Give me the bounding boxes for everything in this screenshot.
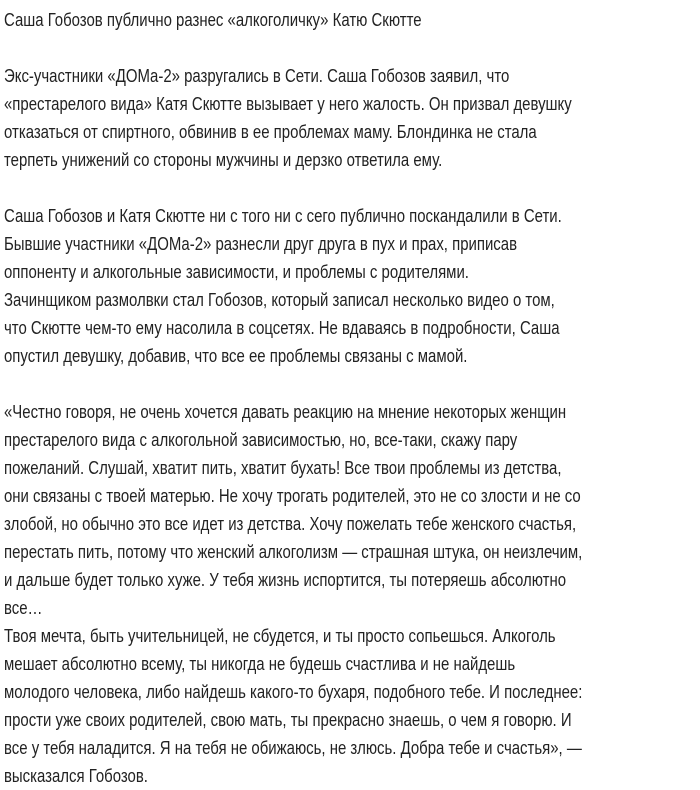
paragraph-spacer — [4, 34, 700, 62]
paragraph-line: оппоненту и алкогольные зависимости, и проблемы с родителями. — [4, 262, 469, 282]
paragraph-line: что Скютте чем-то ему насолила в соцсетях. Не вдаваясь в подробности, Саша — [4, 318, 560, 338]
paragraph-line: прости уже своих родителей, свою мать, ты прекрасно знаешь, о чем я говорю. И — [4, 710, 572, 730]
paragraph-line: злобой, но обычно это все идет из детства. Хочу пожелать тебе женского счастья, — [4, 514, 577, 534]
paragraph-line: и дальше будет только хуже. У тебя жизнь испортится, ты потеряешь абсолютно — [4, 570, 567, 590]
paragraph-line: отказаться от спиртного, обвинив в ее проблемах маму. Блондинка не стала — [4, 122, 537, 142]
paragraph-line: они связаны с твоей матерью. Не хочу трогать родителей, это не со злости и не со — [4, 486, 581, 506]
article — [4, 6, 700, 790]
paragraph-line: «престарелого вида» Катя Скютте вызывает у него жалость. Он призвал девушку — [4, 94, 572, 114]
paragraph-line: Саша Гобозов и Катя Скютте ни с того ни с сего публично поскандалили в Сети. — [4, 206, 562, 226]
paragraph-line: молодого человека, либо найдешь какого-то бухаря, подобного тебе. И последнее: — [4, 682, 583, 702]
article-body — [4, 34, 700, 790]
paragraph-line: престарелого вида с алкогольной зависимостью, но, все-таки, скажу пару — [4, 430, 518, 450]
paragraph-spacer — [4, 370, 700, 398]
paragraph-line: перестать пить, потому что женский алкоголизм — страшная штука, он неизлечим, — [4, 542, 583, 562]
paragraph — [4, 202, 700, 370]
paragraph-line: Экс-участники «ДОМа-2» разругались в Сети. Саша Гобозов заявил, что — [4, 66, 510, 86]
paragraph — [4, 62, 700, 174]
paragraph-line: все… — [4, 598, 43, 618]
paragraph-line: терпеть унижений со стороны мужчины и дерзко ответила ему. — [4, 150, 443, 170]
paragraph-line: все у тебя наладится. Я на тебя не обижаюсь, не злюсь. Добра тебе и счастья», — — [4, 738, 582, 758]
paragraph-line: пожеланий. Слушай, хватит пить, хватит бухать! Все твои проблемы из детства, — [4, 458, 562, 478]
paragraph — [4, 398, 700, 790]
paragraph-spacer — [4, 174, 700, 202]
paragraph-line: Твоя мечта, быть учительницей, не сбудется, и ты просто сопьешься. Алкоголь — [4, 626, 556, 646]
paragraph-line: высказался Гобозов. — [4, 766, 148, 786]
paragraph-line: мешает абсолютно всему, ты никогда не будешь счастлива и не найдешь — [4, 654, 516, 674]
paragraph-line: «Честно говоря, не очень хочется давать реакцию на мнение некоторых женщин — [4, 402, 567, 422]
paragraph-line: Бывшие участники «ДОМа-2» разнесли друг друга в пух и прах, приписав — [4, 234, 518, 254]
paragraph-line: Зачинщиком размолвки стал Гобозов, который записал несколько видео о том, — [4, 290, 555, 310]
paragraph-line: опустил девушку, добавив, что все ее проблемы связаны с мамой. — [4, 346, 468, 366]
article-title: Саша Гобозов публично разнес «алкоголичку» Катю Скютте — [4, 10, 422, 30]
